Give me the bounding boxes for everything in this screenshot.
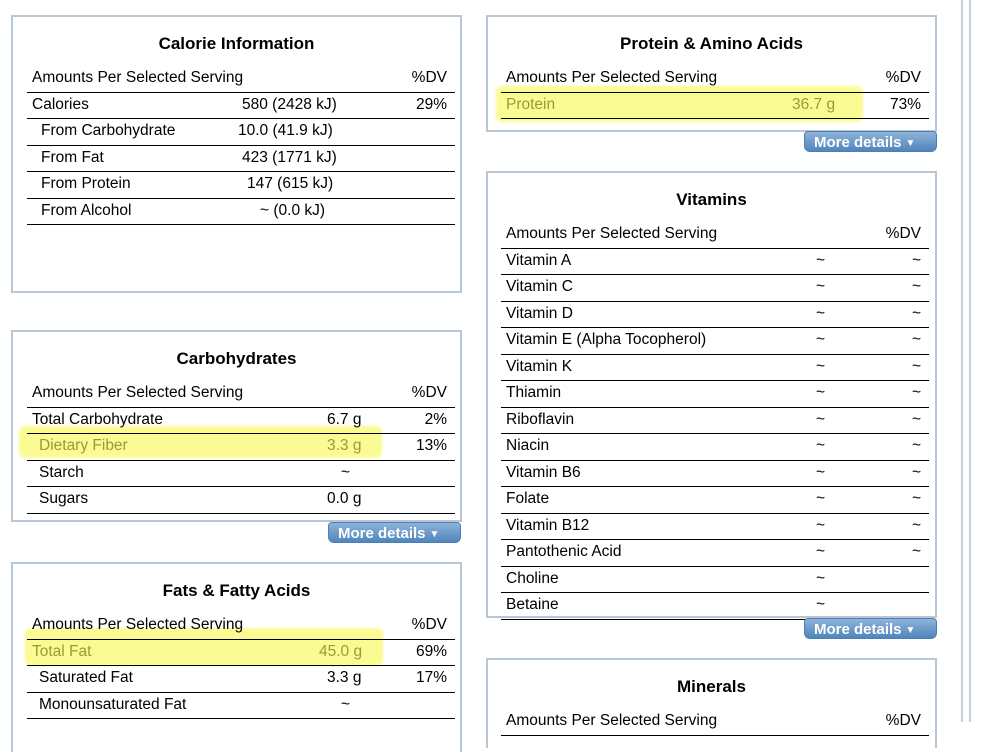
protein-more-details-button[interactable]: More details ▼ [804, 131, 937, 152]
table-row: Total Fat 45.0 g 69% [27, 640, 455, 667]
vitamins-more-details-button[interactable]: More details ▼ [804, 618, 937, 639]
divider [969, 0, 971, 722]
protein-panel [486, 15, 937, 132]
vitamins-table [501, 222, 929, 620]
table-row: Starch ~ [27, 461, 455, 488]
table-row: From Protein 147 (615 kJ) [27, 172, 455, 199]
table-header: Amounts Per Selected Serving %DV [27, 613, 455, 640]
panel-title: Protein & Amino Acids [620, 34, 803, 53]
carbohydrates-table [27, 381, 455, 514]
table-header: Amounts Per Selected Serving %DV [501, 66, 929, 93]
triangle-down-icon: ▼ [905, 138, 916, 149]
fats-table [27, 613, 455, 719]
panel-title: Fats & Fatty Acids [162, 581, 311, 600]
panel-title: Minerals [677, 677, 746, 696]
table-row: Vitamin E (Alpha Tocopherol) ~ ~ [501, 328, 929, 355]
scrollbar-track[interactable] [961, 0, 963, 722]
panel-title: Vitamins [676, 190, 747, 209]
table-row: Monounsaturated Fat ~ [27, 693, 455, 720]
table-row: Betaine ~ [501, 593, 929, 620]
table-row: Vitamin C ~ ~ [501, 275, 929, 302]
triangle-down-icon: ▼ [429, 529, 440, 540]
table-row: Vitamin D ~ ~ [501, 302, 929, 329]
table-row: Riboflavin ~ ~ [501, 408, 929, 435]
table-row: Choline ~ [501, 567, 929, 594]
fats-panel [11, 562, 462, 752]
table-row: From Fat 423 (1771 kJ) [27, 146, 455, 173]
vitamins-panel [486, 171, 937, 618]
table-row: Folate ~ ~ [501, 487, 929, 514]
table-header: Amounts Per Selected Serving %DV [501, 709, 929, 736]
table-row: Vitamin K ~ ~ [501, 355, 929, 382]
panel-title: Calorie Information [158, 34, 315, 53]
table-row: Niacin ~ ~ [501, 434, 929, 461]
calorie-information-panel [11, 15, 462, 293]
table-header: Amounts Per Selected Serving %DV [27, 381, 455, 408]
carbohydrates-panel [11, 330, 462, 522]
table-row: Pantothenic Acid ~ ~ [501, 540, 929, 567]
table-row: Saturated Fat 3.3 g 17% [27, 666, 455, 693]
table-row: Thiamin ~ ~ [501, 381, 929, 408]
minerals-panel [486, 658, 937, 748]
table-row: Protein 36.7 g 73% [501, 93, 929, 120]
calorie-table [27, 66, 455, 225]
table-row: Sugars 0.0 g [27, 487, 455, 514]
protein-table [501, 66, 929, 119]
minerals-table [501, 709, 929, 736]
panel-title: Carbohydrates [176, 349, 297, 368]
table-row: Calories 580 (2428 kJ) 29% [27, 93, 455, 120]
table-row: Vitamin B12 ~ ~ [501, 514, 929, 541]
table-header: Amounts Per Selected Serving %DV [27, 66, 455, 93]
table-row: Total Carbohydrate 6.7 g 2% [27, 408, 455, 435]
table-header: Amounts Per Selected Serving %DV [501, 222, 929, 249]
triangle-down-icon: ▼ [905, 625, 916, 636]
table-row: Vitamin B6 ~ ~ [501, 461, 929, 488]
table-row: From Alcohol ~ (0.0 kJ) [27, 199, 455, 226]
table-row: Vitamin A ~ ~ [501, 249, 929, 276]
table-row: From Carbohydrate 10.0 (41.9 kJ) [27, 119, 455, 146]
table-row: Dietary Fiber 3.3 g 13% [27, 434, 455, 461]
carbohydrates-more-details-button[interactable]: More details ▼ [328, 522, 461, 543]
